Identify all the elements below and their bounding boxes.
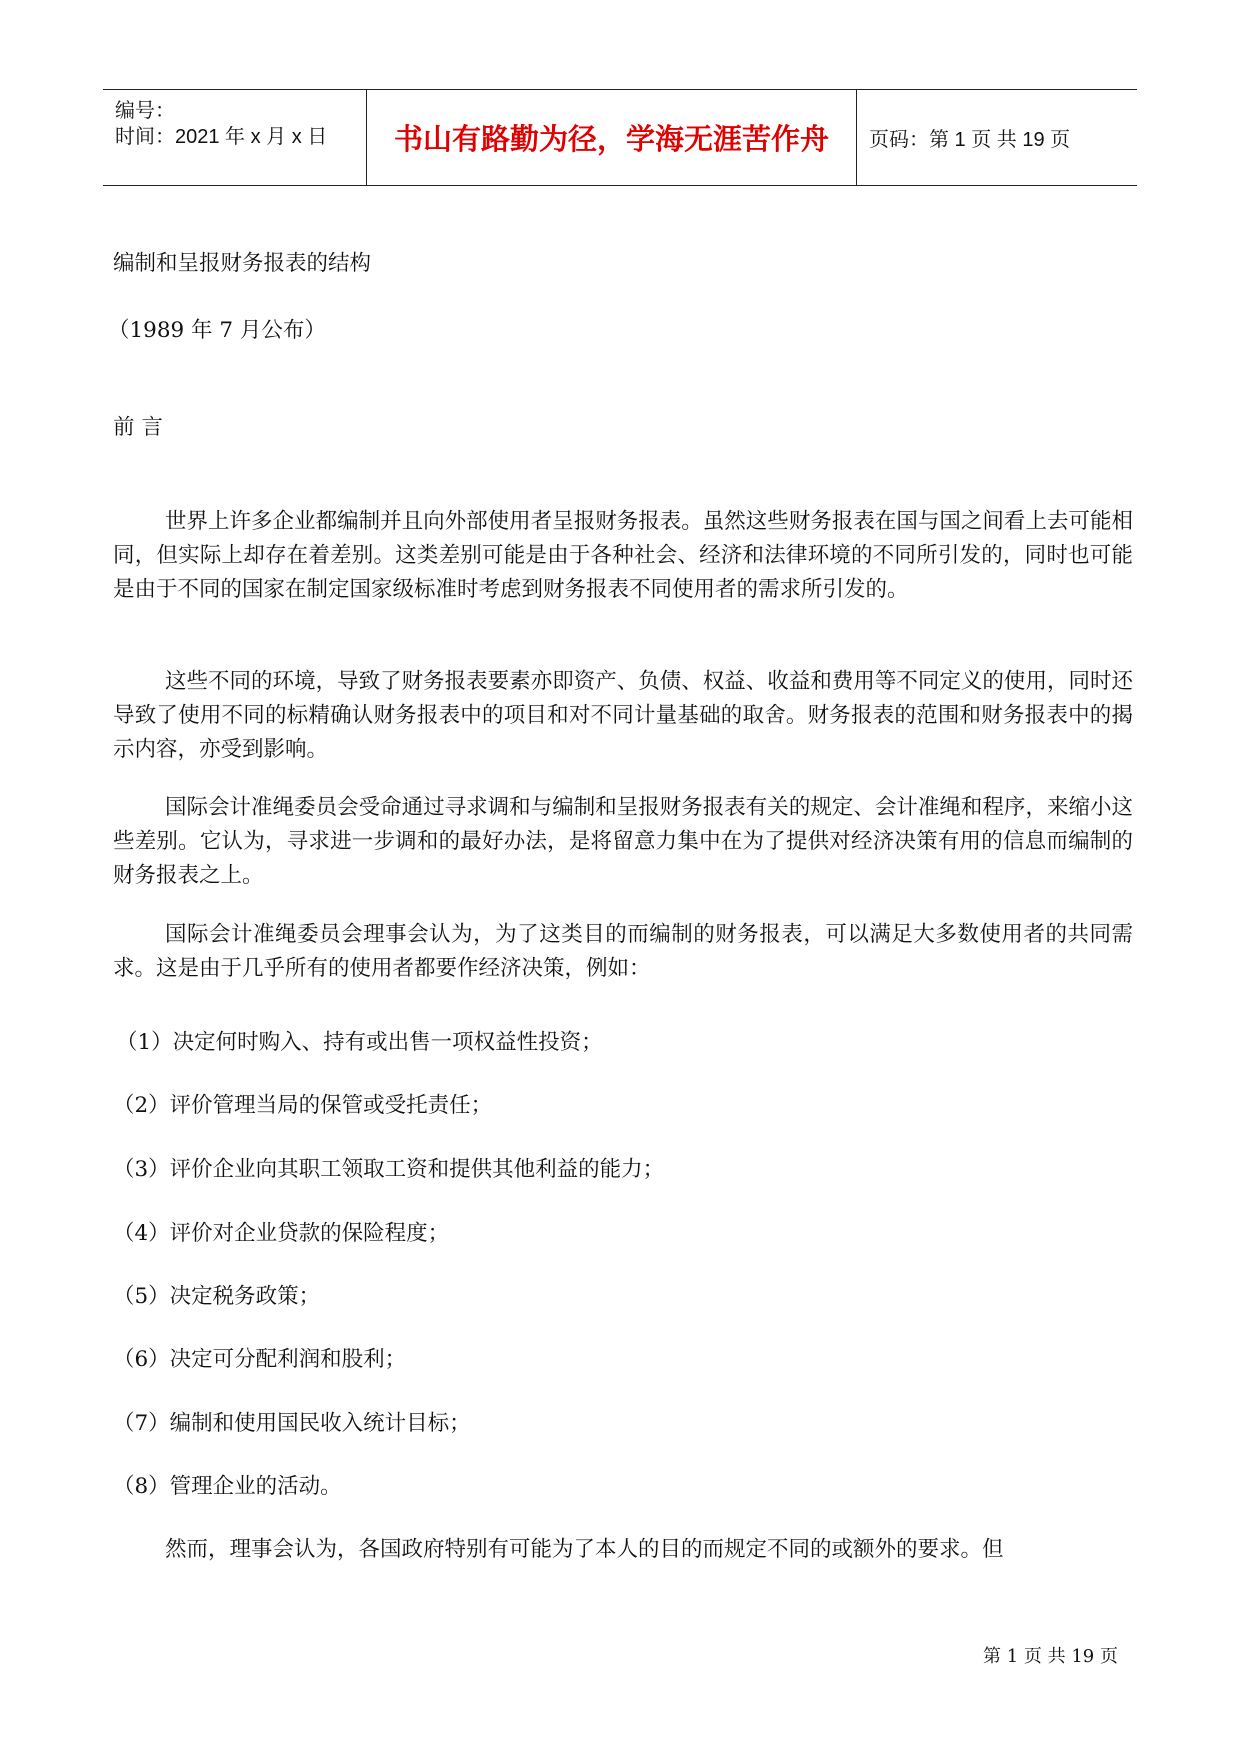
list-item: （6）决定可分配利润和股利； bbox=[113, 1347, 407, 1372]
paragraph-iasc: 国际会计准绳委员会受命通过寻求调和与编制和呈报财务报表有关的规定、会计准绳和程序，来缩小这些差别。它认为，寻求进一步调和的最好办法，是将留意力集中在为了提供对经济决策有用的信息而编制的财务报表之上。 bbox=[113, 795, 1133, 888]
page-header bbox=[103, 89, 1137, 186]
paragraph-board: 国际会计准绳委员会理事会认为，为了这类目的而编制的财务报表，可以满足大多数使用者的共同需求。这是由于几乎所有的使用者都要作经济决策，例如： bbox=[113, 922, 1133, 981]
list-item: （8）管理企业的活动。 bbox=[113, 1474, 342, 1499]
list-item: （5）决定税务政策； bbox=[113, 1284, 321, 1309]
list-item: （2）评价管理当局的保管或受托责任； bbox=[113, 1093, 493, 1118]
paragraph-intro: 世界上许多企业都编制并且向外部使用者呈报财务报表。虽然这些财务报表在国与国之间看上去可能相同，但实际上却存在着差别。这类差别可能是由于各种社会、经济和法律环境的不同所引发的，同时也可能是由于不同的国家在制定国家级标准时考虑到财务报表不同使用者的需求所引发的。 bbox=[113, 509, 1133, 602]
header-page-info: 页码：第 1 页 共 19 页 bbox=[869, 129, 1071, 151]
paragraph-environments: 这些不同的环境，导致了财务报表要素亦即资产、负债、权益、收益和费用等不同定义的使用，同时还导致了使用不同的标精确认财务报表中的项目和对不同计量基础的取舍。财务报表的范围和财务报表中的揭示内容，亦受到影响。 bbox=[113, 669, 1133, 762]
list-item: （1）决定何时购入、持有或出售一项权益性投资； bbox=[116, 1030, 603, 1055]
document-number-label: 编号： bbox=[115, 100, 175, 122]
list-item: （7）编制和使用国民收入统计目标； bbox=[113, 1411, 471, 1436]
section-heading: 前 言 bbox=[113, 415, 163, 440]
list-item: （4）评价对企业贷款的保险程度； bbox=[113, 1221, 450, 1246]
page-footer-number: 第 1 页 共 19 页 bbox=[983, 1646, 1118, 1667]
document-date-note: （1989 年 7 月公布） bbox=[108, 318, 326, 343]
paragraph-closing: 然而，理事会认为，各国政府特别有可能为了本人的目的而规定不同的或额外的要求。但 bbox=[165, 1537, 1004, 1562]
document-title: 编制和呈报财务报表的结构 bbox=[113, 251, 372, 276]
document-time-label: 时间：2021 年 x 月 x 日 bbox=[115, 126, 328, 148]
header-meta-cell bbox=[103, 90, 367, 185]
list-item: （3）评价企业向其职工领取工资和提供其他利益的能力； bbox=[113, 1157, 665, 1182]
header-motto: 书山有路勤为径，学海无涯苦作舟 bbox=[367, 90, 857, 185]
